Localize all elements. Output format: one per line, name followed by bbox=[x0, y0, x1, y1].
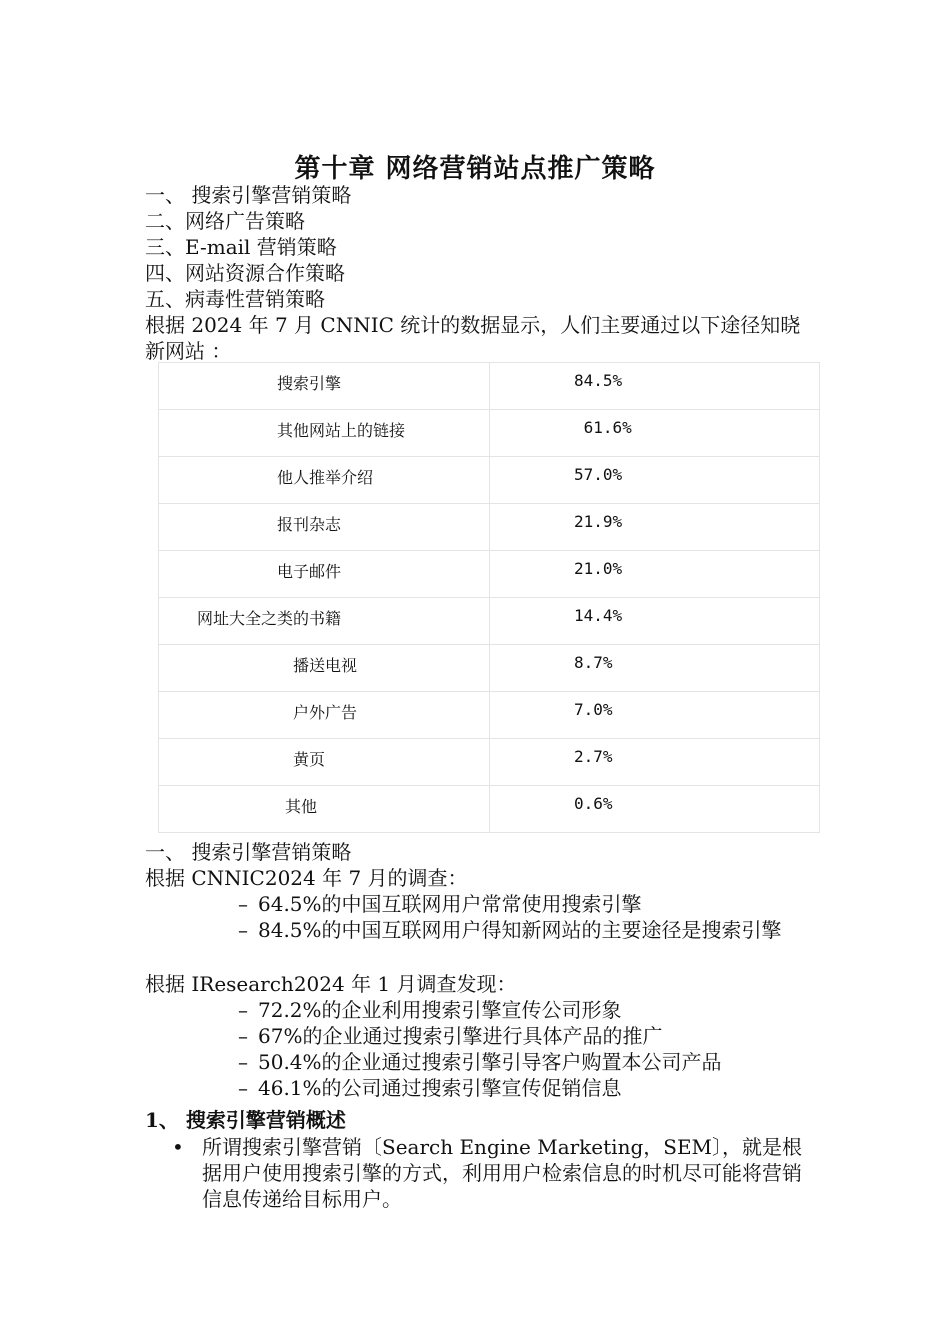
channel-name: 电子邮件 bbox=[277, 562, 342, 581]
table-row bbox=[159, 363, 820, 410]
channel-name: 黄页 bbox=[293, 750, 326, 769]
list-item bbox=[238, 1023, 808, 1049]
channel-value: 61.6% bbox=[574, 418, 632, 437]
table-of-contents bbox=[145, 182, 351, 312]
toc-item: 五、病毒性营销策略 bbox=[145, 287, 325, 311]
subsection-heading: 1、 搜索引擎营销概述 bbox=[145, 1108, 346, 1132]
cnnic-lead: 根据 CNNIC2024 年 7 月的调查： bbox=[145, 866, 468, 890]
dash-marker: – bbox=[238, 1076, 248, 1100]
toc-item: 一、 搜索引擎营销策略 bbox=[145, 183, 352, 207]
bullet-marker: • bbox=[172, 1135, 184, 1159]
channel-name: 报刊杂志 bbox=[277, 515, 342, 534]
list-item bbox=[238, 997, 808, 1023]
table-row bbox=[159, 457, 820, 504]
list-item-text: 46.1%的公司通过搜索引擎宣传促销信息 bbox=[258, 1076, 622, 1100]
table-row bbox=[159, 504, 820, 551]
channel-name: 播送电视 bbox=[293, 656, 358, 675]
toc-item: 四、网站资源合作策略 bbox=[145, 261, 345, 285]
table-row bbox=[159, 410, 820, 457]
table-row bbox=[159, 692, 820, 739]
channel-value: 2.7% bbox=[574, 747, 613, 766]
list-item-text: 67%的企业通过搜索引擎进行具体产品的推广 bbox=[258, 1024, 663, 1048]
table-row bbox=[159, 598, 820, 645]
dash-marker: – bbox=[238, 892, 248, 916]
dash-marker: – bbox=[238, 998, 248, 1022]
channel-name: 户外广告 bbox=[293, 703, 358, 722]
list-item-text: 64.5%的中国互联网用户常常使用搜索引擎 bbox=[258, 892, 642, 916]
dash-marker: – bbox=[238, 1050, 248, 1074]
bullet-paragraph bbox=[172, 1134, 812, 1212]
dash-marker: – bbox=[238, 1024, 248, 1048]
channel-name: 他人推举介绍 bbox=[277, 468, 374, 487]
toc-item: 三、E-mail 营销策略 bbox=[145, 235, 337, 259]
toc-item: 二、网络广告策略 bbox=[145, 209, 305, 233]
channel-value: 84.5% bbox=[574, 371, 623, 390]
dash-marker: – bbox=[238, 918, 248, 942]
chapter-title: 第十章 网络营销站点推广策略 bbox=[294, 154, 656, 184]
channel-value: 21.0% bbox=[574, 559, 623, 578]
channel-value: 21.9% bbox=[574, 512, 623, 531]
channel-value: 0.6% bbox=[574, 794, 613, 813]
channel-value: 57.0% bbox=[574, 465, 623, 484]
list-item-text: 84.5%的中国互联网用户得知新网站的主要途径是搜索引擎 bbox=[258, 918, 782, 942]
list-item bbox=[238, 891, 808, 917]
channel-name: 其他 bbox=[285, 797, 318, 816]
channel-name: 网址大全之类的书籍 bbox=[197, 609, 342, 628]
list-item bbox=[238, 1049, 808, 1075]
bullet-text: 所谓搜索引擎营销〔Search Engine Marketing，SEM〕，就是根据用户使用搜索引擎的方式，利用用户检索信息的时机尽可能将营销信息传递给目标用户。 bbox=[202, 1135, 803, 1211]
list-item-text: 50.4%的企业通过搜索引擎引导客户购置本公司产品 bbox=[258, 1050, 722, 1074]
list-item-text: 72.2%的企业利用搜索引擎宣传公司形象 bbox=[258, 998, 622, 1022]
channel-value: 8.7% bbox=[574, 653, 613, 672]
intro-paragraph: 根据 2024 年 7 月 CNNIC 统计的数据显示，人们主要通过以下途径知晓新网站 ： bbox=[145, 313, 801, 363]
section-heading: 一、 搜索引擎营销策略 bbox=[145, 840, 352, 864]
channel-name: 其他网站上的链接 bbox=[277, 421, 406, 440]
channel-value: 14.4% bbox=[574, 606, 623, 625]
channel-name: 搜索引擎 bbox=[277, 374, 342, 393]
channel-value: 7.0% bbox=[574, 700, 613, 719]
table-row bbox=[159, 786, 820, 833]
list-item bbox=[238, 1075, 808, 1101]
list-item bbox=[238, 917, 808, 943]
iresearch-lead: 根据 IResearch2024 年 1 月调查发现： bbox=[145, 972, 517, 996]
table-row bbox=[159, 739, 820, 786]
table-row bbox=[159, 645, 820, 692]
table-row bbox=[159, 551, 820, 598]
channel-stats-table bbox=[158, 362, 820, 833]
